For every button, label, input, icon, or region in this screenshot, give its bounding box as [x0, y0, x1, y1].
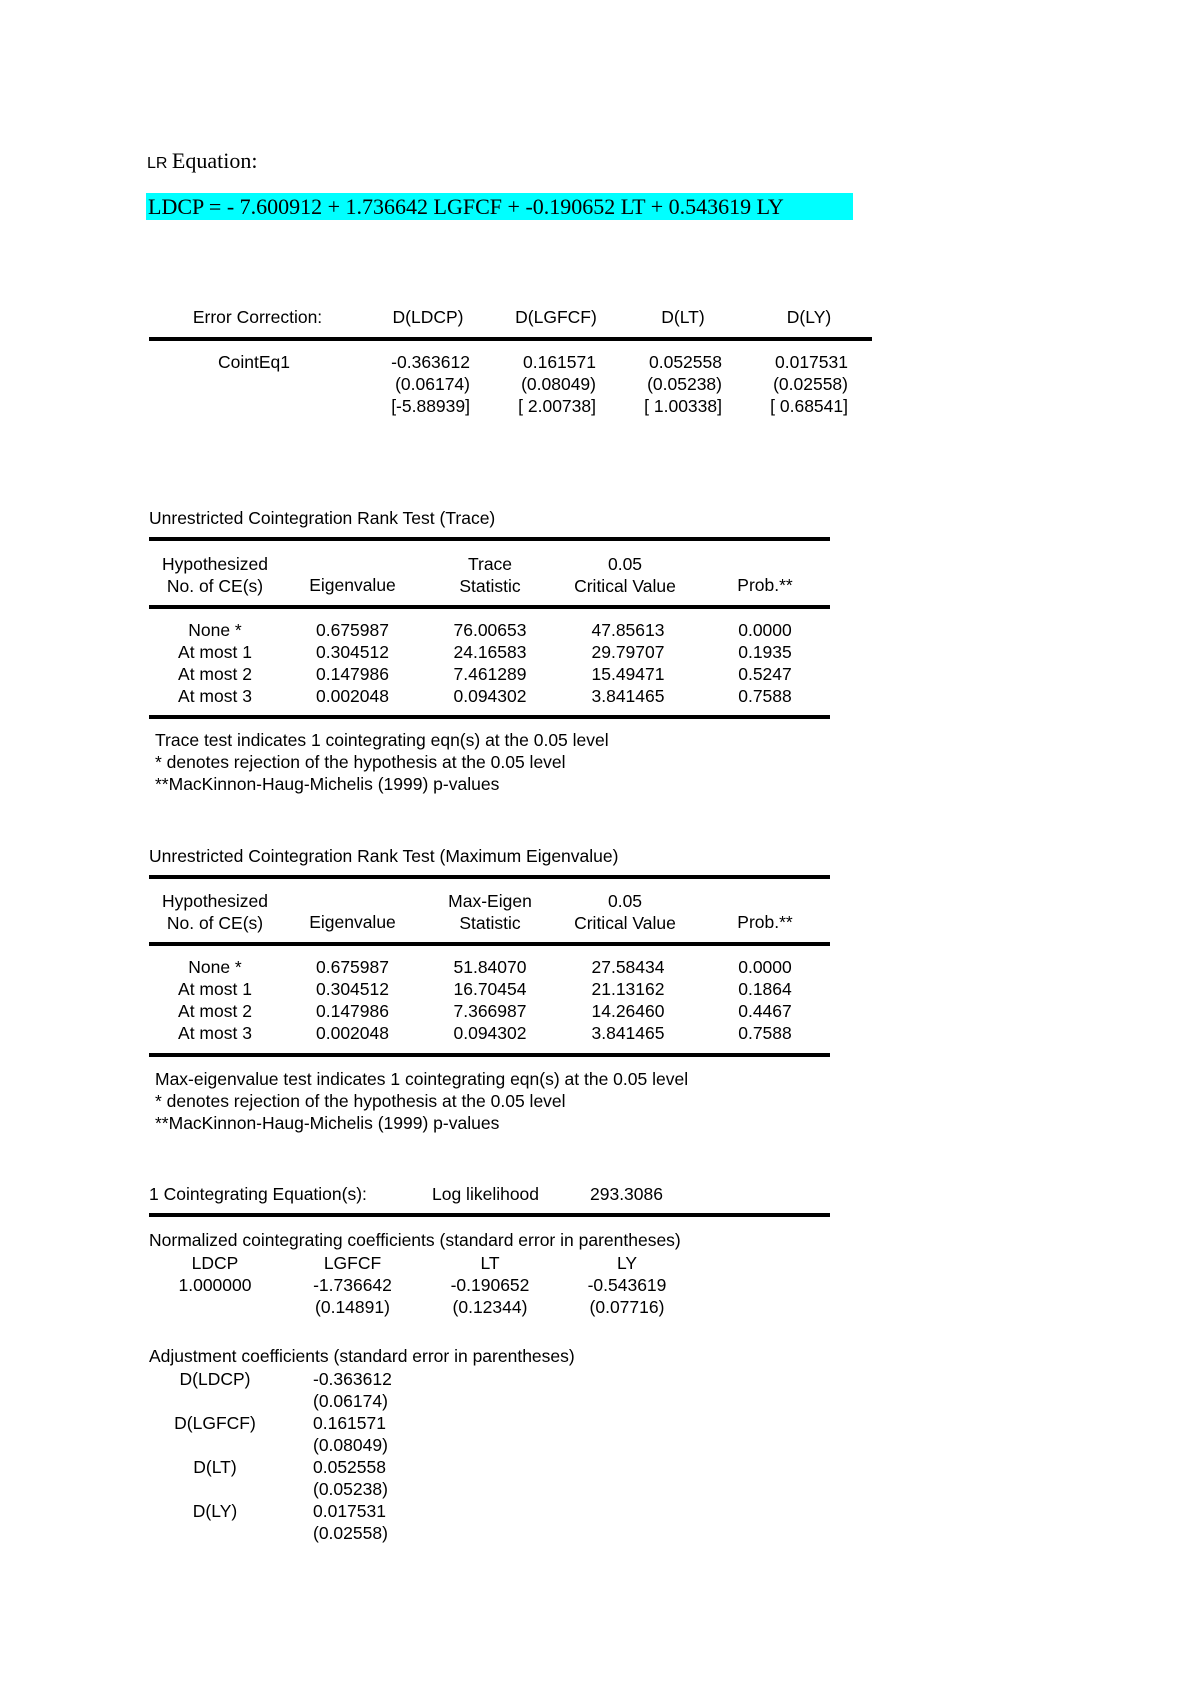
adjustment-label: D(LT): [193, 1457, 237, 1477]
maxeig-col-hyp: [155, 956, 275, 1044]
lr-equation: LDCP = - 7.600912 + 1.736642 LGFCF + -0.190652 LT + 0.543619 LY: [146, 193, 853, 220]
coefficient: -1.736642: [313, 1275, 392, 1295]
variable-name: LDCP: [191, 1253, 239, 1273]
ec-tstat: [ 1.00338]: [644, 396, 722, 416]
trace-col-eigen: [300, 619, 405, 707]
table-cell: 0.002048: [316, 686, 389, 706]
table-cell: 0.094302: [453, 1023, 527, 1043]
table-cell: 0.7588: [738, 686, 792, 706]
ce-adjustment-labels: [165, 1368, 265, 1522]
table-cell: At most 3: [178, 686, 252, 706]
adjustment-label: D(LDCP): [179, 1369, 251, 1389]
ce-adjustment-values: [313, 1368, 392, 1544]
table-cell: 0.304512: [316, 642, 389, 662]
table-cell: 21.13162: [591, 979, 665, 999]
table-cell: 0.0000: [738, 620, 792, 640]
ec-header-dldcp: D(LDCP): [392, 307, 464, 327]
maxeig-header-stat: [440, 890, 540, 934]
coefficient: 1.000000: [178, 1275, 252, 1295]
table-cell: 76.00653: [453, 620, 527, 640]
table-cell: 14.26460: [591, 1001, 665, 1021]
table-cell: 24.16583: [453, 642, 527, 662]
ce-loglik-value: 293.3086: [590, 1184, 663, 1204]
maxeig-header-prob: Prob.**: [737, 912, 793, 932]
note-line: Max-eigenvalue test indicates 1 cointegrating eqn(s) at the 0.05 level: [155, 1069, 689, 1089]
ce-var-lgfcf: [300, 1252, 405, 1318]
table-cell: At most 2: [178, 1001, 252, 1021]
ce-rule: [149, 1213, 830, 1217]
trace-col-stat: [440, 619, 540, 707]
table-cell: At most 1: [178, 642, 252, 662]
note-line: **MacKinnon-Haug-Michelis (1999) p-values: [155, 1113, 500, 1133]
adjustment-value: 0.161571: [313, 1413, 386, 1433]
trace-header-hyp: [150, 553, 280, 597]
table-cell: None *: [188, 620, 242, 640]
adjustment-se: (0.05238): [313, 1479, 388, 1499]
table-cell: 0.147986: [316, 1001, 389, 1021]
ec-col-dlgfcf: [496, 351, 596, 417]
table-cell: 15.49471: [591, 664, 665, 684]
adjustment-label: D(LGFCF): [174, 1413, 256, 1433]
ce-var-ldcp: [165, 1252, 265, 1296]
maxeig-rule-top: [149, 875, 830, 879]
table-cell: 27.58434: [591, 957, 665, 977]
ec-header-dly: D(LY): [786, 307, 832, 327]
table-cell: 0.304512: [316, 979, 389, 999]
std-error: (0.12344): [452, 1297, 528, 1317]
table-cell: 0.0000: [738, 957, 792, 977]
header-line: Critical Value: [574, 913, 676, 933]
maxeig-col-prob: [725, 956, 805, 1044]
lr-title-text: Equation:: [171, 148, 258, 173]
table-cell: 7.366987: [453, 1001, 527, 1021]
ce-label: 1 Cointegrating Equation(s):: [149, 1184, 367, 1204]
adjustment-value: 0.052558: [313, 1457, 386, 1477]
table-cell: 51.84070: [453, 957, 527, 977]
maxeig-header-eigen: Eigenvalue: [309, 912, 396, 932]
ec-rule: [149, 337, 872, 341]
ec-tstat: [ 2.00738]: [518, 396, 596, 416]
trace-rule-mid: [149, 605, 830, 609]
table-cell: 0.675987: [316, 620, 389, 640]
ec-header-dlt: D(LT): [661, 307, 705, 327]
header-line: Trace: [467, 554, 513, 574]
table-cell: 3.841465: [591, 1023, 665, 1043]
table-cell: At most 2: [178, 664, 252, 684]
maxeig-col-stat: [440, 956, 540, 1044]
table-cell: 3.841465: [591, 686, 665, 706]
table-cell: 7.461289: [453, 664, 527, 684]
ec-col-dlt: [622, 351, 722, 417]
ec-se: (0.06174): [395, 374, 470, 394]
maxeig-header-hyp: [150, 890, 280, 934]
table-cell: At most 1: [178, 979, 252, 999]
ec-tstat: [ 0.68541]: [770, 396, 848, 416]
trace-rule-bottom: [149, 715, 830, 719]
trace-header-eigen: Eigenvalue: [309, 575, 396, 595]
maxeig-col-eigen: [300, 956, 405, 1044]
ec-se: (0.08049): [521, 374, 596, 394]
ec-header-dlgfcf: D(LGFCF): [515, 307, 597, 327]
header-line: No. of CE(s): [166, 576, 264, 596]
ec-col-dldcp: [370, 351, 470, 417]
table-cell: None *: [188, 957, 242, 977]
table-cell: 0.5247: [738, 664, 792, 684]
adjustment-label: D(LY): [192, 1501, 238, 1521]
table-cell: 16.70454: [453, 979, 527, 999]
adjustment-se: (0.02558): [313, 1523, 388, 1543]
std-error: (0.07716): [589, 1297, 665, 1317]
coefficient: -0.190652: [450, 1275, 530, 1295]
lr-title: [147, 148, 257, 174]
table-cell: 47.85613: [591, 620, 665, 640]
maxeig-title: Unrestricted Cointegration Rank Test (Maximum Eigenvalue): [149, 846, 619, 866]
table-cell: 0.1935: [738, 642, 792, 662]
trace-header-prob: Prob.**: [737, 575, 793, 595]
adjustment-value: 0.017531: [313, 1501, 386, 1521]
ce-normalized-title: Normalized cointegrating coefficients (standard error in parentheses): [149, 1230, 681, 1250]
header-line: Statistic: [459, 576, 521, 596]
table-cell: 0.7588: [738, 1023, 792, 1043]
ce-var-lt: [435, 1252, 545, 1318]
header-line: 0.05: [607, 891, 643, 911]
ec-value: 0.052558: [649, 352, 722, 372]
adjustment-se: (0.08049): [313, 1435, 388, 1455]
trace-col-prob: [725, 619, 805, 707]
header-line: 0.05: [607, 554, 643, 574]
variable-name: LGFCF: [323, 1253, 382, 1273]
trace-col-hyp: [155, 619, 275, 707]
header-line: Max-Eigen: [448, 891, 532, 911]
ec-se: (0.05238): [647, 374, 722, 394]
maxeig-rule-mid: [149, 942, 830, 946]
table-cell: 0.4467: [738, 1001, 792, 1021]
header-line: Hypothesized: [161, 554, 269, 574]
std-error: (0.14891): [315, 1297, 390, 1317]
ec-se: (0.02558): [773, 374, 848, 394]
header-line: No. of CE(s): [166, 913, 264, 933]
table-cell: 0.002048: [316, 1023, 389, 1043]
maxeig-notes: [155, 1068, 688, 1134]
table-cell: 0.094302: [453, 686, 527, 706]
adjustment-se: (0.06174): [313, 1391, 388, 1411]
header-line: Critical Value: [574, 576, 676, 596]
lr-prefix: LR: [147, 155, 168, 172]
maxeig-col-cv: [573, 956, 683, 1044]
ce-var-ly: [572, 1252, 682, 1318]
table-cell: 29.79707: [591, 642, 665, 662]
trace-rule-top: [149, 537, 830, 541]
ec-col-dly: [748, 351, 848, 417]
ce-loglik-label: Log likelihood: [432, 1184, 540, 1204]
table-cell: 0.675987: [316, 957, 389, 977]
header-line: Hypothesized: [161, 891, 269, 911]
ec-tstat: [-5.88939]: [391, 396, 470, 416]
note-line: Trace test indicates 1 cointegrating eqn(s) at the 0.05 level: [155, 730, 609, 750]
maxeig-rule-bottom: [149, 1053, 830, 1057]
variable-name: LY: [616, 1253, 638, 1273]
adjustment-value: -0.363612: [313, 1369, 392, 1389]
ce-adjustment-title: Adjustment coefficients (standard error in parentheses): [149, 1346, 575, 1366]
ec-header-label: Error Correction:: [192, 307, 323, 327]
coefficient: -0.543619: [587, 1275, 667, 1295]
header-line: Statistic: [459, 913, 521, 933]
ec-value: 0.161571: [523, 352, 596, 372]
trace-header-stat: [440, 553, 540, 597]
ec-row-label: CointEq1: [218, 352, 290, 372]
note-line: * denotes rejection of the hypothesis at the 0.05 level: [155, 1091, 566, 1111]
trace-notes: [155, 729, 609, 795]
maxeig-header-cv: [565, 890, 685, 934]
trace-title: Unrestricted Cointegration Rank Test (Trace): [149, 508, 496, 528]
variable-name: LT: [480, 1253, 500, 1273]
table-cell: 0.1864: [738, 979, 792, 999]
ec-value: 0.017531: [775, 352, 848, 372]
trace-header-cv: [565, 553, 685, 597]
table-cell: 0.147986: [316, 664, 389, 684]
note-line: * denotes rejection of the hypothesis at the 0.05 level: [155, 752, 566, 772]
ec-value: -0.363612: [391, 352, 470, 372]
note-line: **MacKinnon-Haug-Michelis (1999) p-values: [155, 774, 500, 794]
table-cell: At most 3: [178, 1023, 252, 1043]
trace-col-cv: [573, 619, 683, 707]
